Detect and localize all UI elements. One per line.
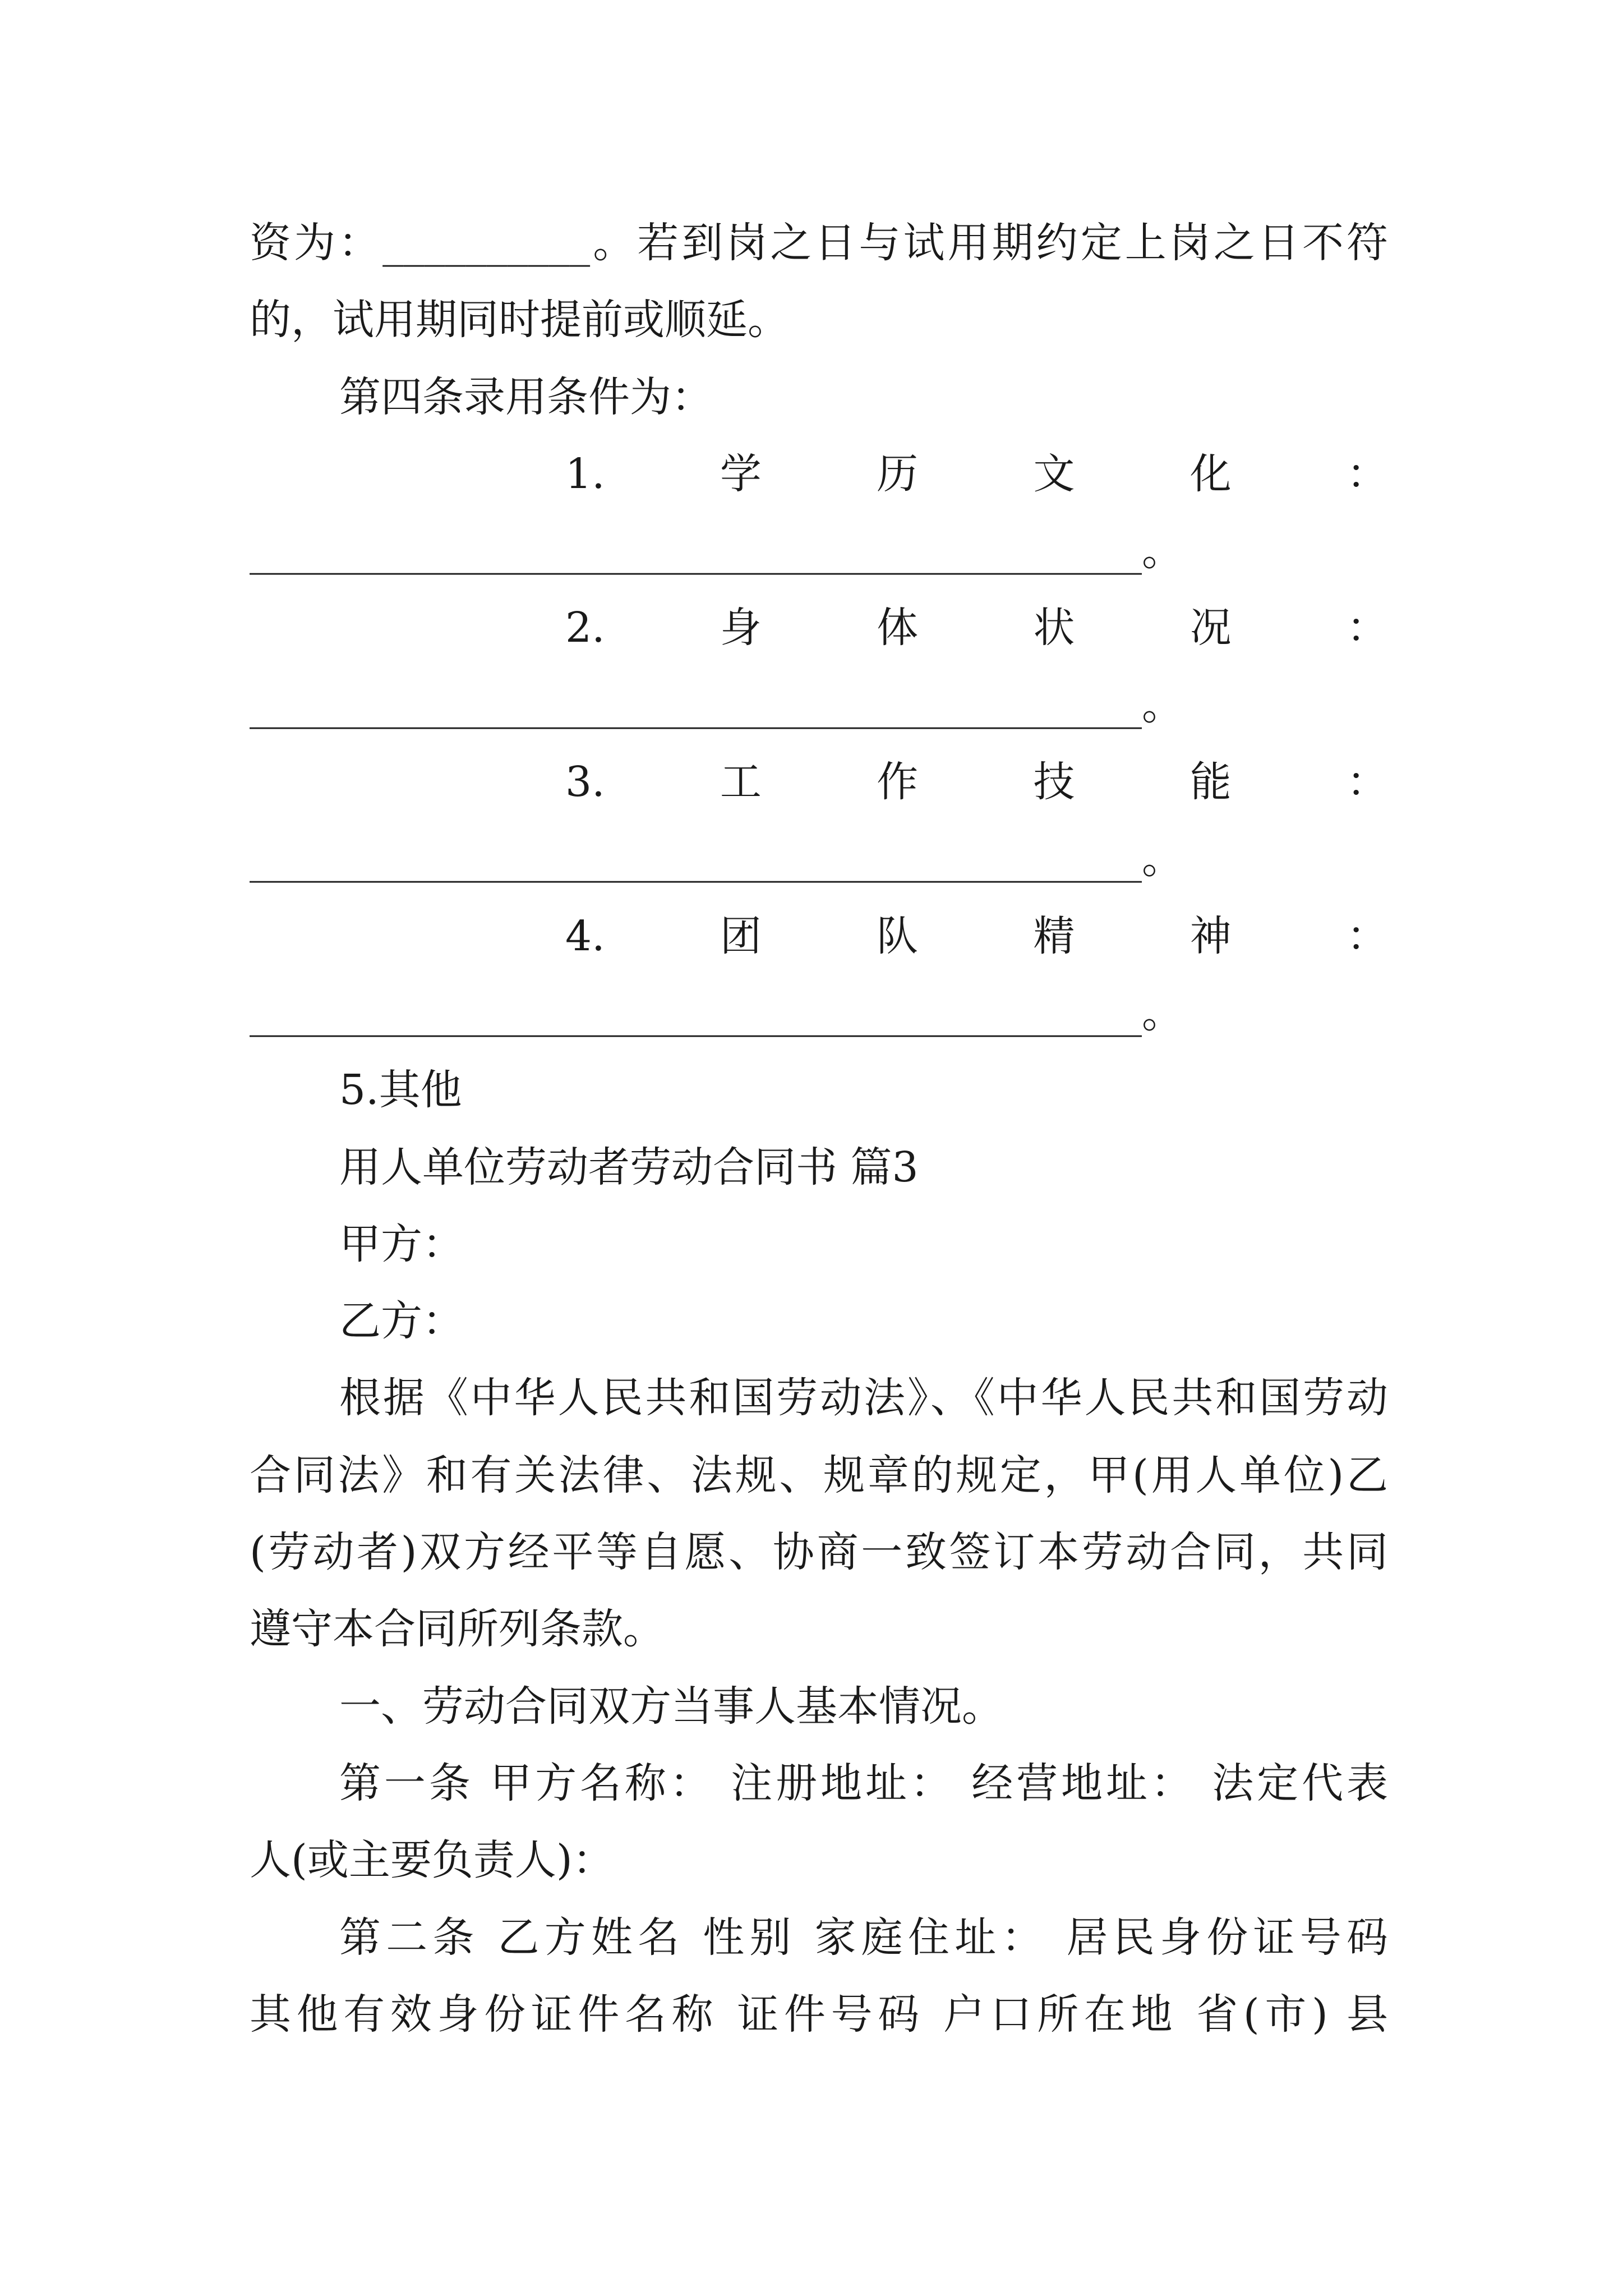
article1-line: 人(或主要负责人)： [250, 1836, 614, 1885]
condition-health-blank: ___________________________________________。 [250, 680, 1183, 729]
preamble-line: 根据《中华人民共和国劳动法》、《中华人民共和国劳动 [339, 1374, 1388, 1423]
preamble-line: 遵守本合同所列条款。 [250, 1605, 665, 1654]
article4-heading: 第四条录用条件为： [339, 372, 713, 421]
party-b-line: 乙方： [339, 1297, 464, 1346]
document-body [250, 205, 1388, 2053]
condition-skills-label: 3.工作技能： [565, 758, 1388, 807]
article1-line: 第一条 甲方名称： 注册地址： 经营地址： 法定代表 [339, 1759, 1388, 1807]
condition-teamwork-label: 4.团队精神： [565, 912, 1388, 960]
trial-period-adjust-line: 的，试用期同时提前或顺延。 [250, 296, 789, 344]
preamble-line: (劳动者)双方经平等自愿、协商一致签订本劳动合同，共同 [250, 1528, 1388, 1577]
condition-other: 5.其他 [339, 1066, 462, 1115]
condition-education-blank: ___________________________________________。 [250, 527, 1183, 576]
section1-heading: 一、劳动合同双方当事人基本情况。 [339, 1682, 1003, 1731]
article2-line: 第二条 乙方姓名 性别 家庭住址： 居民身份证号码 [339, 1913, 1388, 1962]
condition-education-label: 1.学历文化： [565, 449, 1388, 498]
article2-line: 其他有效身份证件名称 证件号码 户口所在地 省(市) 县 [250, 1990, 1388, 2039]
preamble-line: 合同法》和有关法律、法规、规章的规定，甲(用人单位)乙 [250, 1451, 1388, 1499]
condition-teamwork-blank: ___________________________________________。 [250, 988, 1183, 1037]
condition-skills-blank: ___________________________________________。 [250, 835, 1183, 884]
trial-wage-line: 资为：__________。若到岗之日与试用期约定上岗之日不符 [250, 219, 1388, 267]
party-a-line: 甲方： [339, 1220, 464, 1268]
contract-title: 用人单位劳动者劳动合同书 篇3 [339, 1143, 919, 1191]
condition-health-label: 2.身体状况： [565, 604, 1388, 652]
